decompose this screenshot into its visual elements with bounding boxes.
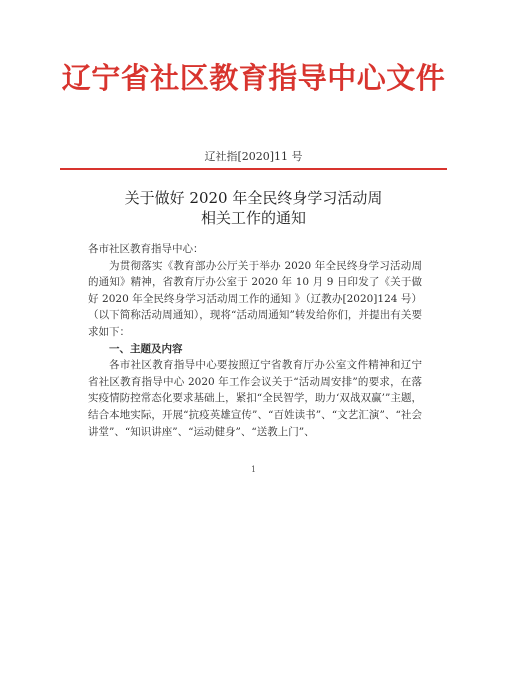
section-heading: 一、主题及内容 xyxy=(109,342,183,355)
notice-title-line-2: 相关工作的通知 xyxy=(200,209,306,227)
page-number: 1 xyxy=(250,465,257,474)
red-divider-line xyxy=(60,168,447,170)
notice-title-line-1: 关于做好 2020 年全民终身学习活动周 xyxy=(124,189,383,207)
section-paragraph: 各市社区教育指导中心要按照辽宁省教育厅办公室文件精神和辽宁省社区教育指导中心 2020 年工作会议关于“活动周安排”的要求，在落实疫情防控常态化要求基础上，紧扣“全民智学，助力‘双战双赢’”主题，结合本地实际，开展“抗疫英雄宣传”、“百姓读书”、“文艺汇演”、“社会讲堂”、“知识讲座”、“运动健身”、“送教上门”、 xyxy=(88,359,422,438)
document-number: 辽社指[2020]11 号 xyxy=(204,150,303,163)
notice-title xyxy=(0,188,507,228)
intro-paragraph: 为贯彻落实《教育部办公厅关于举办 2020 年全民终身学习活动周的通知》精神，省教育厅办公室于 2020 年 10 月 9 日印发了《关于做好 2020 年全民终身学习活动周工作的通知 》（辽教办[2020]124 号）（以下简称活动周通知），现将“活动周通知”转发给你们，并提出有关要求如下： xyxy=(88,259,422,338)
salutation: 各市社区教育指导中心： xyxy=(88,243,204,255)
issuer-header: 辽宁省社区教育指导中心文件 xyxy=(61,61,446,95)
notice-body xyxy=(88,241,422,440)
